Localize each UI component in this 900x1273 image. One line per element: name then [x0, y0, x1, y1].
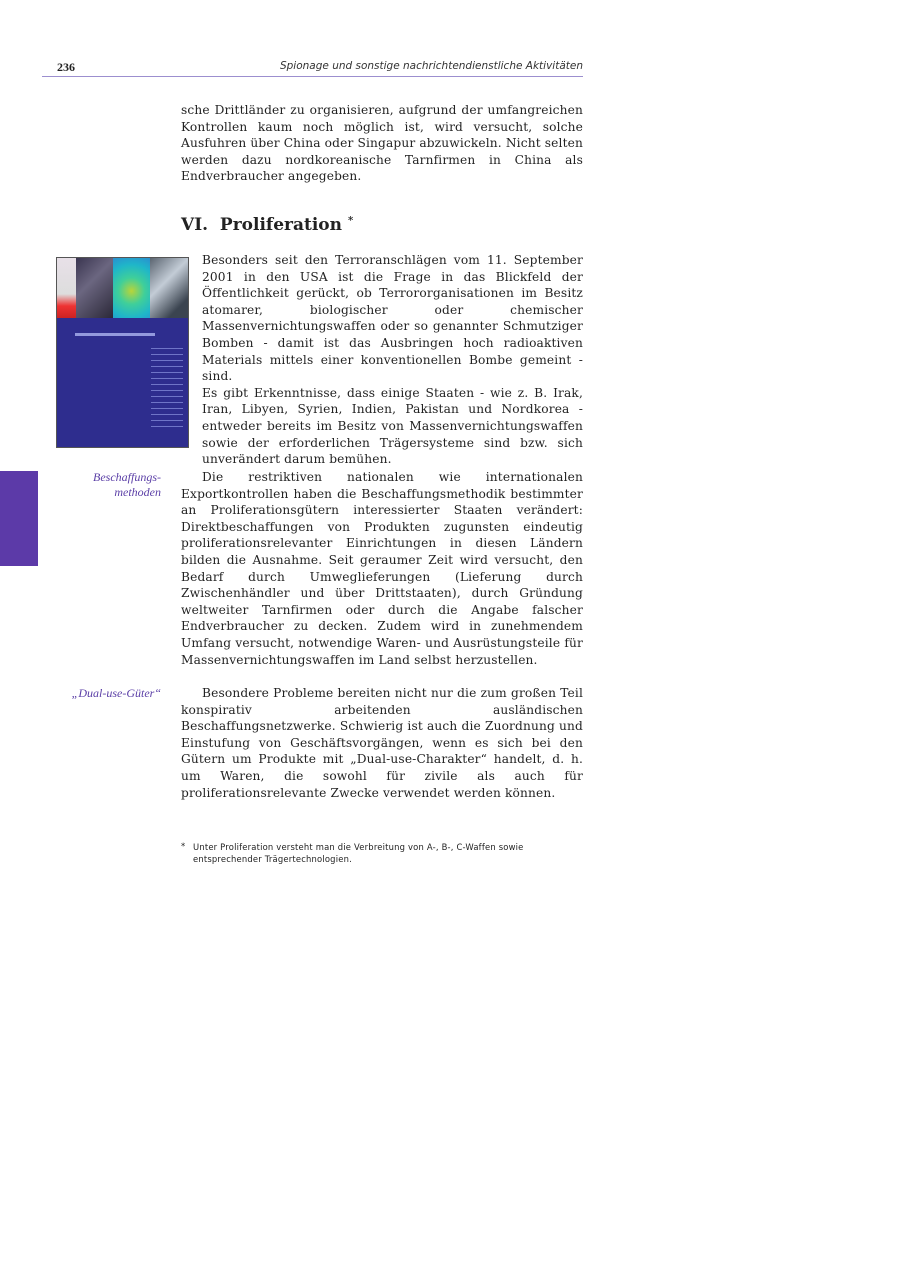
cover-photo-strip: [57, 258, 188, 318]
machinery-photo: [76, 258, 113, 318]
paragraph-text: Besondere Probleme bereiten nicht nur die zum großen Teil konspirativ arbeitenden ausländischen Beschaffungsnetzwerke. Schwierig ist auch die Zuordnung und Einstufung von Geschäftsvorgängen, wenn es sich bei den Gütern um Produkte mit „Dual-use-Charakter“ handelt, d. h. um Waren, die sowohl für zivile als auch für proliferationsrelevante Zwecke verwendet werden können.: [181, 686, 583, 800]
header-divider: [42, 76, 583, 77]
intro-paragraph: [181, 102, 583, 185]
footnote-text: Unter Proliferation versteht man die Verbreitung von A-, B-, C-Waffen sowie entsprechender Trägertechnologien.: [193, 842, 524, 864]
flask-photo: [57, 258, 76, 318]
paragraph-beschaffung: [181, 469, 583, 668]
brochure-cover-image: [56, 257, 189, 448]
footnote: [181, 841, 583, 865]
running-header: [42, 60, 583, 76]
cover-title-text: [75, 333, 155, 336]
section-title: Proliferation: [219, 215, 343, 235]
thermal-face-photo: [113, 258, 150, 318]
footnote-mark: *: [181, 841, 186, 851]
robot-photo: [150, 258, 188, 318]
paragraph-text: Die restriktiven nationalen wie internationalen Exportkontrollen haben die Beschaffungsmethodik bestimmter an Proliferationsgütern interessierter Staaten verändert: Direktbeschaffungen von Produkten zugunsten eindeutig proliferationsrelevanter Einrichtungen in diesen Ländern bilden die Ausnahme. Seit geraumer Zeit wird versucht, den Bedarf durch Umweglieferungen (Lieferung durch Zwischenhändler und über Drittstaaten), durch Gründung weltweiter Tarnfirmen oder durch die Angabe falscher Endverbraucher zu decken. Zudem wird in zunehmendem Umfang versucht, notwendige Waren- und Ausrüstungsteile für Massenvernichtungswaffen im Land selbst herzustellen.: [181, 470, 583, 667]
paragraph-text: Besonders seit den Terroranschlägen vom 11. September 2001 in den USA ist die Frage in das Blickfeld der Öffentlichkeit gerückt, ob Terrororganisationen im Besitz atomarer, biologischer oder chemischer Massenvernichtungswaffen oder so genannter Schmutziger Bomben - damit ist das Ausbringen hoch radioaktiven Materials mittels einer konventionellen Bombe gemeint - sind.: [202, 253, 583, 384]
intro-paragraph-text: sche Drittländer zu organisieren, aufgrund der umfangreichen Kontrollen kaum noch möglich ist, wird versucht, solche Ausfuhren über China oder Singapur abzuwickeln. Nicht selten werden dazu nordkoreanische Tarnfirmen in China als Endverbraucher angegeben.: [181, 103, 583, 184]
section-heading: [181, 215, 353, 235]
footnote-marker: *: [347, 215, 354, 227]
running-title: Spionage und sonstige nachrichtendienstliche Aktivitäten: [279, 60, 583, 72]
sidenote-beschaffungsmethoden: [60, 470, 161, 500]
section-number: VI.: [181, 215, 209, 235]
paragraph-dual-use: [181, 685, 583, 801]
sidenote-dual-use: [40, 686, 161, 701]
paragraph-text: Es gibt Erkenntnisse, dass einige Staaten - wie z. B. Irak, Iran, Libyen, Syrien, Indien, Pakistan und Nordkorea - entweder bereits im Besitz von Massenvernichtungswaffen sowie der erforderlichen Trägersysteme sind bzw. sich unverändert darum bemühen.: [202, 385, 583, 467]
page-number: 236: [57, 60, 75, 74]
sidenote-line: methoden: [114, 485, 161, 499]
paragraph-terror: [202, 252, 583, 468]
sidenote-line: „Dual-use-Güter“: [71, 686, 161, 700]
cover-text-lines: [151, 348, 183, 432]
chapter-tab-marker: [0, 471, 38, 566]
sidenote-line: Beschaffungs-: [93, 470, 161, 484]
